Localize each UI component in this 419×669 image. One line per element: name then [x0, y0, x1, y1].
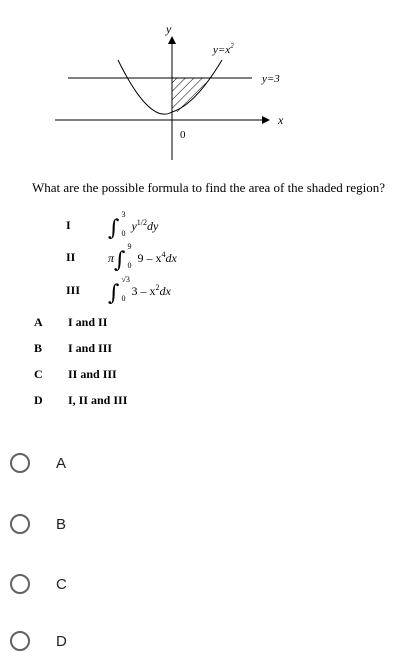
radio-button[interactable]: [10, 453, 30, 473]
choice-letter-d: D: [34, 393, 43, 407]
choice-text-a: I and II: [68, 315, 108, 329]
radio-button[interactable]: [10, 574, 30, 594]
choice-letter-b: B: [34, 341, 43, 355]
integral-sign: ∫: [114, 248, 126, 273]
choice-letter-a: A: [34, 315, 43, 329]
option-a[interactable]: [10, 443, 310, 483]
formula-ii: π∫ 9 0 $9 - x^4dx$: [108, 242, 177, 273]
radio-button[interactable]: [10, 631, 30, 651]
statement-number: I: [66, 218, 71, 232]
graph-figure: [0, 0, 419, 175]
y-axis-arrow: [168, 36, 176, 44]
x-axis-label: x: [278, 113, 284, 127]
y-axis-label: y: [166, 22, 172, 36]
radio-button[interactable]: [10, 514, 30, 534]
shaded-region: [172, 78, 208, 112]
option-d[interactable]: [10, 621, 310, 661]
option-c[interactable]: [10, 564, 310, 604]
x-axis-arrow: [262, 116, 270, 124]
formula-i: ∫ 3 0 $y^{1/2}dy$: [108, 210, 159, 241]
choice-letter-c: C: [34, 367, 43, 381]
question-text: What are the possible formula to find the area of the shaded region?: [32, 180, 386, 195]
option-label: C: [56, 575, 67, 593]
option-label: B: [56, 515, 67, 533]
choice-text-b: I and III: [68, 341, 113, 355]
option-b[interactable]: [10, 504, 310, 544]
choice-text-d: I, II and III: [68, 393, 128, 407]
option-label: A: [56, 454, 67, 472]
integral-sign: ∫: [108, 281, 120, 306]
choice-text-c: II and III: [68, 367, 117, 381]
formula-iii: ∫ √3 0 $3 - x^2dx$: [108, 275, 171, 306]
parabola-curve: [118, 60, 222, 114]
line-label: y=3: [262, 73, 280, 85]
integral-sign: ∫: [108, 216, 120, 241]
curve-label: $y=x^2$: [213, 42, 234, 56]
statement-number: II: [66, 250, 76, 264]
option-label: D: [56, 632, 67, 650]
origin-label: 0: [180, 129, 186, 141]
statement-number: III: [66, 283, 81, 297]
